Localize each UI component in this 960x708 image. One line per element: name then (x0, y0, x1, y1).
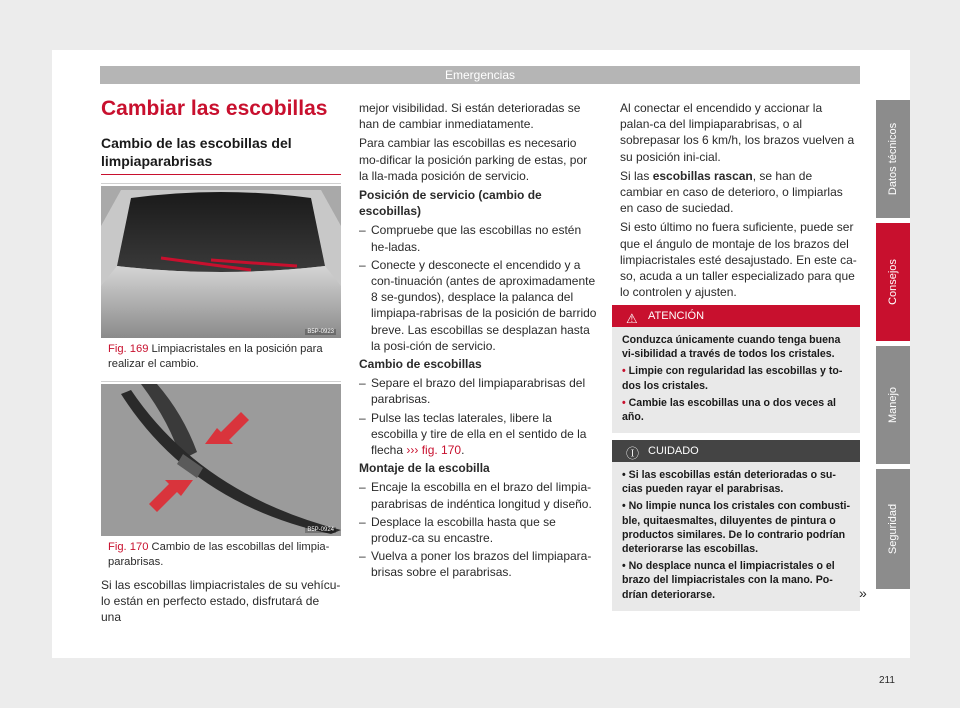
bullet-dot-icon: • (622, 469, 629, 481)
caution-item (622, 468, 852, 496)
figure-169 (101, 183, 341, 372)
warning-item-text: Limpie con regularidad las escobillas y to-dos los cristales. (622, 365, 843, 392)
caution-item-text: Si las escobillas están deterioradas o su-cias pueden rayar el parabrisas. (622, 469, 836, 496)
paragraph: Al conectar el encendido y accionar la palan-ca del limpiaparabrisas, o al sobrepasar los 6 km/h, los brazos vuelven a su posición ini-cial. (620, 101, 855, 164)
warning-body (612, 327, 860, 433)
wiper-blade-image (101, 384, 341, 536)
caution-item-text: No limpie nunca los cristales con combusti-ble, quitaesmaltes, diluyentes de pintura o productos similares. De lo contrario podrían deteriorarse las escobillas. (622, 500, 850, 556)
caution-header (612, 440, 860, 462)
bullet-dot-icon: • (622, 560, 629, 573)
tab-datos-tecnicos[interactable] (876, 100, 910, 218)
section-heading: Cambio de escobillas (359, 357, 482, 372)
paragraph: Para cambiar las escobillas es necesario mo-dificar la posición parking de estas, por la lla-mada posición de servicio. (359, 136, 588, 183)
warning-box (612, 305, 860, 433)
paragraph: Si esto último no fuera suficiente, puede ser que el ángulo de montaje de los brazos del limpiacristales esté desajustado. En este ca-so, acuda a un taller especializado para que lo controlen y ajusten. (620, 220, 857, 300)
bullet-dot-icon: • (622, 365, 629, 378)
list-item: – Desplace la escobilla hasta que se produz-ca su encastre. (359, 514, 599, 546)
figure-label: Fig. 169 (108, 343, 149, 355)
tab-label: Manejo (887, 386, 899, 424)
warning-item (622, 396, 852, 424)
caution-body (612, 462, 860, 611)
caution-item-text: No desplace nunca el limpiacristales o el brazo del limpiacristales con la mano. Po-drían deteriorarse. (622, 560, 835, 601)
tab-label: Consejos (887, 259, 899, 305)
tab-label: Datos técnicos (887, 122, 899, 196)
page-number: 211 (879, 675, 895, 686)
figure-170 (101, 381, 341, 571)
column-2 (359, 100, 599, 583)
tab-consejos[interactable] (876, 223, 910, 341)
list-item: – Encaje la escobilla en el brazo del limpia-parabrisas de indéntica longitud y diseño. (359, 479, 599, 511)
list-item: – Pulse las teclas laterales, libere la escobilla y tire de ella en el sentido de la flecha ››› fig. 170. (359, 410, 599, 459)
list-item: – Separe el brazo del limpiaparabrisas del parabrisas. (359, 375, 599, 407)
bullet-dot-icon: • (622, 500, 629, 513)
title-rule (101, 174, 341, 175)
figure-label: Fig. 170 (108, 541, 149, 553)
section-heading: Posición de servicio (cambio de escobillas) (359, 188, 542, 219)
info-circle-icon: Ⓘ (626, 446, 640, 461)
figure-code: B5P-0923 (307, 329, 334, 335)
emphasis: escobillas rascan (652, 168, 753, 183)
caution-box (612, 440, 860, 611)
text: , se han de cambiar en caso de deterioro, o limpiarlas en caso de suciedad. (620, 168, 843, 216)
warning-triangle-icon: ⚠ (626, 311, 638, 326)
continue-arrow-icon: » (859, 585, 867, 601)
warning-text: Conduzca únicamente cuando tenga buena vi-sibilidad a través de todos los cristales. (622, 334, 841, 361)
windshield-image (101, 186, 341, 338)
figure-caption-text: Cambio de las escobillas del limpia-parabrisas. (108, 541, 330, 568)
figure-caption-text: Limpiacristales en la posición para realizar el cambio. (108, 343, 323, 370)
figure-link[interactable]: ››› fig. 170 (406, 443, 462, 458)
list-item-text: Pulse las teclas laterales, libere la escobilla y tire de ella en el sentido de la flecha (371, 410, 587, 458)
tab-seguridad[interactable] (876, 469, 910, 589)
subtitle: Cambio de las escobillas del limpiaparabrisas (101, 135, 292, 169)
column-1 (101, 577, 341, 629)
tab-manejo[interactable] (876, 346, 910, 464)
warning-title: ATENCIÓN (648, 310, 705, 322)
figure-code: B5P-0924 (307, 527, 334, 533)
figure-caption (108, 540, 334, 569)
paragraph: mejor visibilidad. Si están deterioradas se han de cambiar inmediatamente. (359, 101, 581, 132)
tab-label: Seguridad (887, 503, 899, 555)
list-item: – Vuelva a poner los brazos del limpiapara-brisas sobre el parabrisas. (359, 548, 599, 580)
page-title: Cambiar las escobillas (101, 97, 328, 120)
text: Si las (620, 168, 650, 183)
list-item: – Conecte y desconecte el encendido y a con-tinuación (antes de aproximadamente 8 se-gundos), desplace la palanca del limpiapa-rabrisas de la posición de barrido breve. Las escobillas se desplazan hasta la posi-ción de servicio. (359, 257, 599, 354)
warning-header (612, 305, 860, 327)
bullet-dot-icon: • (622, 396, 629, 409)
warning-item (622, 364, 852, 392)
warning-item-text: Cambie las escobillas una o dos veces al año. (622, 396, 836, 424)
caution-item (622, 559, 852, 602)
column-3 (620, 100, 858, 303)
paragraph (620, 168, 858, 217)
caution-title: CUIDADO (648, 445, 699, 457)
paragraph: Si las escobillas limpiacristales de su vehícu-lo están en perfecto estado, disfrutará de una (101, 578, 341, 625)
list-item: – Compruebe que las escobillas no estén he-ladas. (359, 222, 599, 254)
caution-item (622, 499, 852, 556)
section-heading: Montaje de la escobilla (359, 461, 490, 476)
figure-caption (108, 342, 334, 371)
section-header: Emergencias (100, 66, 860, 84)
